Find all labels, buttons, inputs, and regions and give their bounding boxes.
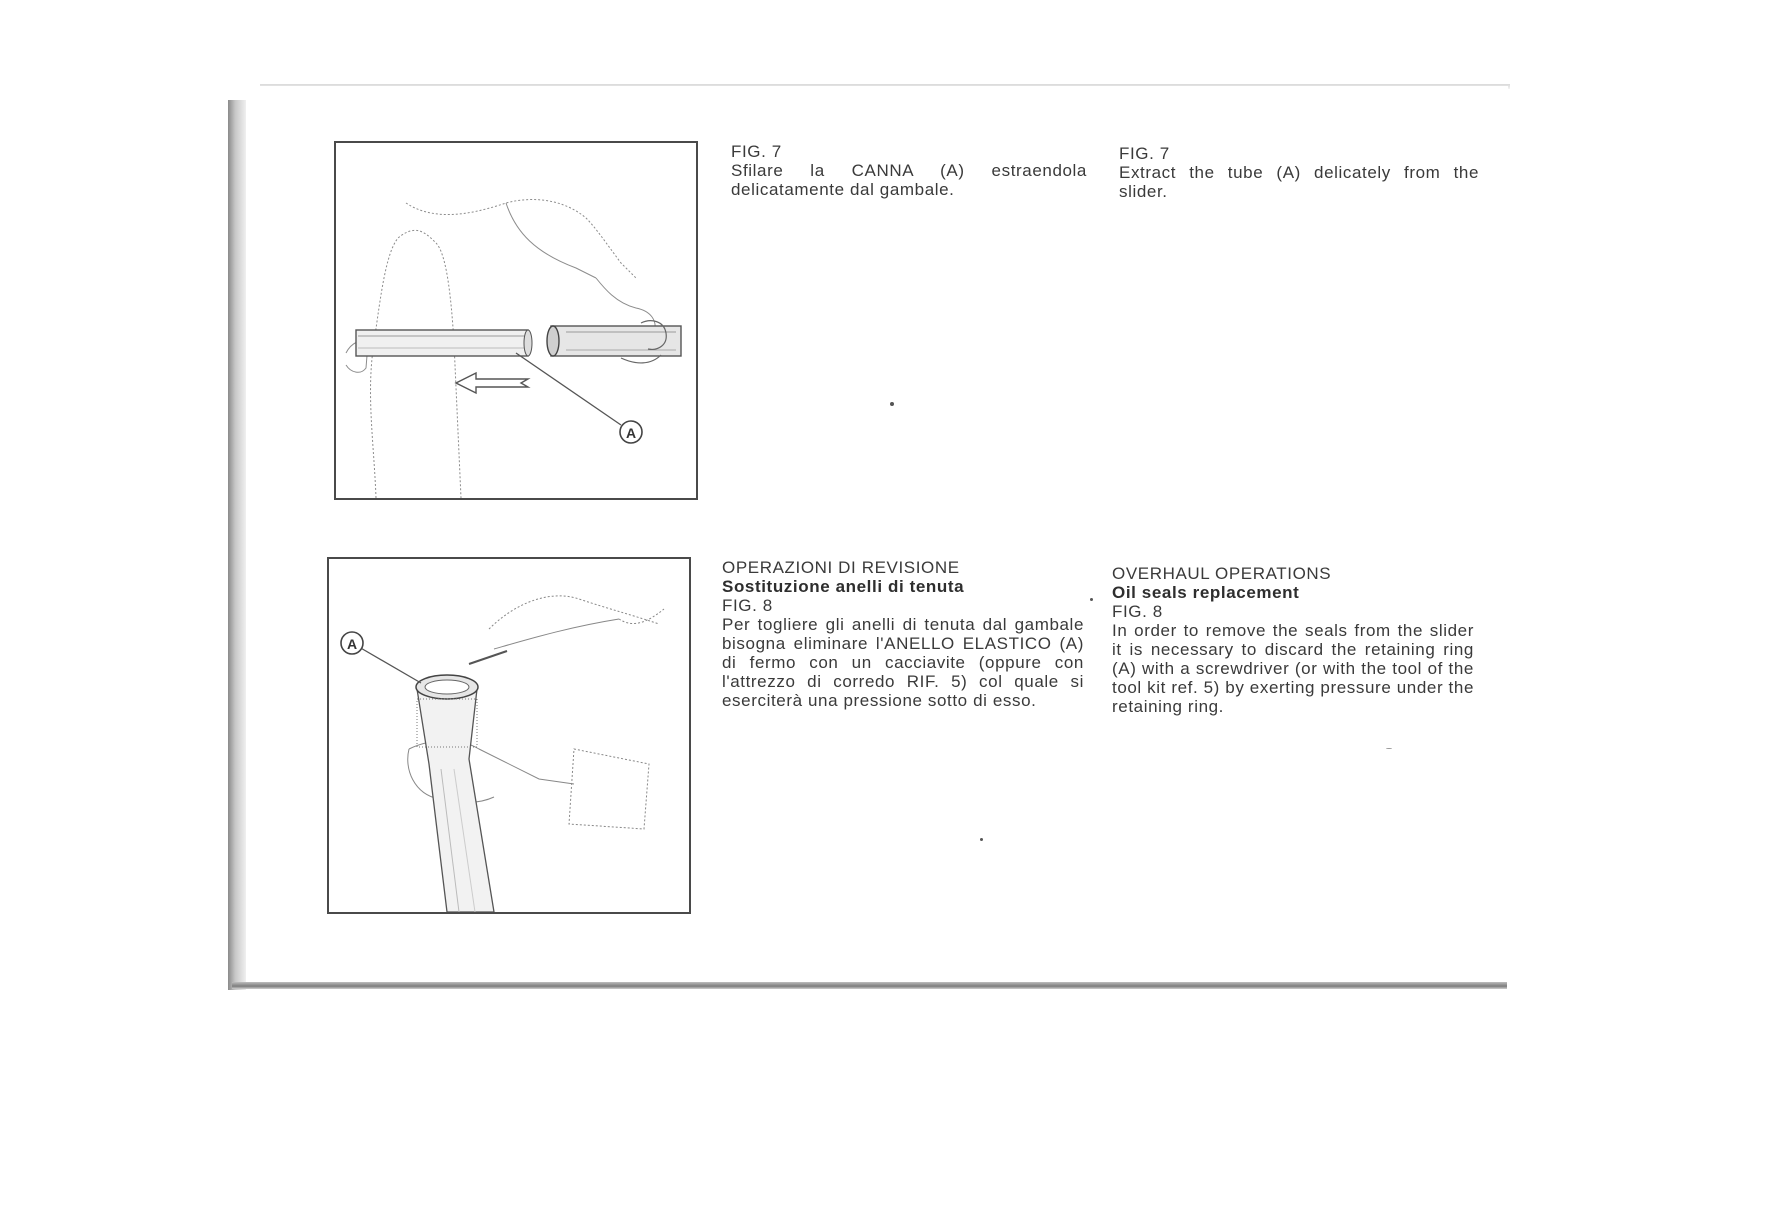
fig8-italian-text [722, 558, 1084, 710]
section-subtitle: Oil seals replacement [1112, 583, 1300, 602]
figure-7-illustration [334, 141, 698, 500]
fig-label: FIG. 8 [722, 596, 773, 615]
scan-speck [890, 402, 894, 406]
instruction-text: Sfilare la CANNA (A) estraendola delicatamente dal gambale. [731, 161, 1087, 199]
fig-label: FIG. 7 [731, 142, 782, 161]
section-title: OPERAZIONI DI REVISIONE [722, 558, 960, 577]
scan-page-edge-left [228, 100, 246, 990]
scan-page-edge-bottom [232, 982, 1507, 989]
fork-tube-left [356, 330, 532, 356]
scan-speck [980, 838, 983, 841]
section-title: OVERHAUL OPERATIONS [1112, 564, 1332, 583]
retaining-ring-removal-drawing [329, 559, 689, 912]
fig-label: FIG. 7 [1119, 144, 1170, 163]
fig-label: FIG. 8 [1112, 602, 1163, 621]
instruction-text: In order to remove the seals from the slider it is necessary to discard the retaining ring (A) with a screwdriver (or with the tool of the tool kit ref. 5) by exerting pressure under the retaining ring. [1112, 621, 1474, 716]
fig7-english-text [1119, 144, 1479, 201]
fork-tube-extraction-drawing [336, 143, 696, 498]
callout-a-marker [341, 632, 363, 654]
fig7-italian-text [731, 142, 1087, 199]
callout-a-marker [620, 421, 642, 443]
left-arrow-icon [456, 373, 528, 393]
callout-a-label: A [625, 425, 637, 441]
scan-speck [1090, 598, 1093, 601]
scan-speck [1386, 748, 1392, 749]
fork-slider-tube [416, 675, 494, 912]
figure-8-illustration [327, 557, 691, 914]
instruction-text: Extract the tube (A) delicately from the slider. [1119, 163, 1479, 201]
fig8-english-text [1112, 564, 1474, 716]
instruction-text: Per togliere gli anelli di tenuta dal gambale bisogna eliminare l'ANELLO ELASTICO (A) di fermo con un cacciavite (oppure con l'attrezzo di corredo RIF. 5) col quale si eserciterà una pressione sotto di esso. [722, 615, 1084, 710]
slider-right [547, 326, 681, 356]
callout-a-label: A [346, 636, 358, 652]
section-subtitle: Sostituzione anelli di tenuta [722, 577, 965, 596]
